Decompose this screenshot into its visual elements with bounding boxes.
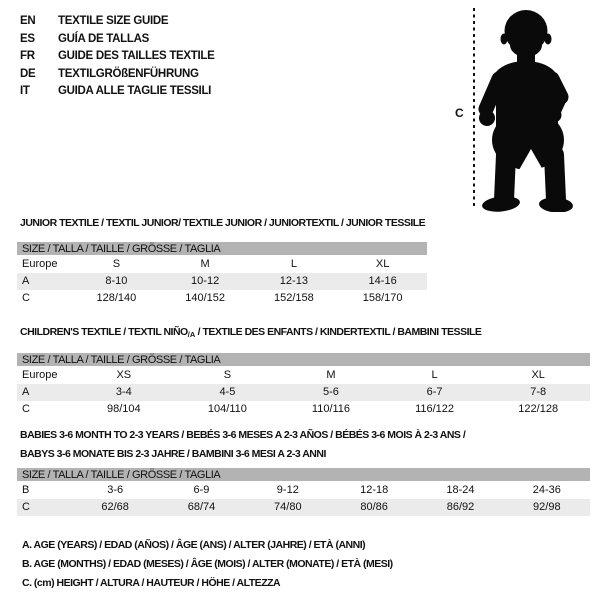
height-cell: 80/86	[331, 499, 417, 516]
language-label: GUIDE DES TAILLES TEXTILE	[58, 50, 215, 62]
children-title-subscript: /A	[187, 330, 196, 339]
age-cell: 24-36	[532, 484, 561, 496]
language-code: EN	[20, 15, 36, 27]
height-cell: 110/116	[311, 403, 351, 415]
size-cell: L	[431, 369, 438, 381]
junior-size-header-band: SIZE / TALLA / TAILLE / GRÖSSE / TAGLIA	[17, 242, 427, 256]
table-row-europe	[17, 256, 427, 273]
size-cell: L	[290, 258, 297, 270]
height-measure-label: C	[455, 106, 464, 120]
language-code: IT	[20, 85, 30, 97]
row-label: C	[22, 292, 30, 304]
height-cell: 152/158	[273, 292, 314, 304]
age-cell: 12-13	[250, 273, 339, 290]
language-title-list	[20, 13, 215, 101]
size-cell: XL	[531, 369, 545, 381]
height-cell: 74/80	[245, 499, 331, 516]
size-cell: M	[200, 258, 210, 270]
size-cell: S	[223, 369, 232, 381]
language-label: GUÍA DE TALLAS	[58, 32, 149, 45]
measure-legend	[22, 536, 393, 594]
junior-textile-section	[17, 217, 427, 307]
row-label: B	[22, 484, 30, 496]
table-row-age-months	[17, 482, 590, 499]
babies-size-header-band: SIZE / TALLA / TAILLE / GRÖSSE / TAGLIA	[17, 468, 590, 482]
table-row-age-years	[17, 384, 590, 401]
toddler-silhouette-icon	[470, 5, 595, 212]
junior-size-table	[17, 256, 427, 307]
row-label: Europe	[22, 369, 58, 381]
row-label: Europe	[22, 258, 58, 270]
language-row-de	[20, 66, 215, 84]
size-cell: M	[326, 369, 336, 381]
height-cell: 98/104	[106, 403, 141, 415]
height-cell: 122/128	[518, 403, 559, 415]
height-cell: 116/122	[415, 403, 455, 415]
height-cell: 68/74	[158, 499, 244, 516]
size-cell: XL	[375, 258, 390, 270]
age-cell: 3-6	[107, 484, 124, 496]
age-cell: 12-18	[360, 484, 389, 496]
height-cell: 86/92	[417, 499, 503, 516]
age-cell: 14-16	[338, 273, 427, 290]
babies-textile-section	[17, 426, 590, 516]
table-row-height-cm	[17, 499, 590, 516]
language-label: TEXTILGRÖßENFÜHRUNG	[58, 67, 199, 80]
height-cell: 92/98	[504, 499, 590, 516]
legend-line-c: C. (cm) HEIGHT / ALTURA / HAUTEUR / HÖHE / ALTEZZA	[22, 577, 281, 590]
height-cell: 128/140	[96, 292, 137, 304]
babies-title-line1: BABIES 3-6 MONTH TO 2-3 YEARS / BEBÉS 3-6 MESES A 2-3 AÑOS / BÉBÉS 3-6 MOIS À 2-3 ANS /	[20, 429, 466, 441]
row-label: A	[17, 384, 72, 401]
language-row-es	[20, 31, 215, 49]
age-cell: 6-7	[383, 384, 487, 401]
language-row-it	[20, 83, 215, 101]
children-title-suffix: / TEXTILE DES ENFANTS / KINDERTEXTIL / BAMBINI TESSILE	[195, 326, 482, 338]
row-label: C	[22, 403, 30, 415]
age-cell: 18-24	[446, 484, 475, 496]
language-row-fr	[20, 48, 215, 66]
row-label: C	[17, 499, 72, 516]
row-label: A	[17, 273, 72, 290]
babies-size-table	[17, 482, 590, 516]
babies-table-title	[20, 426, 590, 464]
table-row-age-years	[17, 273, 427, 290]
language-label: GUIDA ALLE TAGLIE TESSILI	[58, 85, 212, 97]
legend-line-a: A. AGE (YEARS) / EDAD (AÑOS) / ÂGE (ANS) / ALTER (JAHRE) / ETÀ (ANNI)	[22, 539, 366, 551]
age-cell: 3-4	[72, 384, 176, 401]
age-cell: 7-8	[486, 384, 590, 401]
height-cell: 140/152	[185, 292, 225, 304]
size-cell: S	[112, 258, 121, 270]
table-row-height-cm	[17, 401, 590, 418]
junior-table-title: JUNIOR TEXTILE / TEXTIL JUNIOR/ TEXTILE JUNIOR / JUNIORTEXTIL / JUNIOR TESSILE	[20, 217, 426, 229]
children-table-title	[20, 326, 590, 341]
table-row-europe	[17, 367, 590, 384]
age-cell: 9-12	[276, 484, 299, 496]
language-row-en	[20, 13, 215, 31]
table-row-height-cm	[17, 290, 427, 307]
age-cell: 8-10	[72, 273, 161, 290]
height-cell: 158/170	[362, 292, 403, 304]
children-title-prefix: CHILDREN'S TEXTILE / TEXTIL NIÑO	[20, 326, 188, 338]
language-code: DE	[20, 67, 36, 80]
age-cell: 4-5	[176, 384, 280, 401]
legend-line-b: B. AGE (MONTHS) / EDAD (MESES) / ÂGE (MOIS) / ALTER (MONATE) / ETÀ (MESI)	[22, 558, 393, 571]
language-label: TEXTILE SIZE GUIDE	[58, 15, 169, 27]
age-cell: 6-9	[193, 484, 210, 496]
size-cell: XS	[116, 369, 132, 381]
language-code: ES	[20, 32, 35, 45]
children-size-header-band: SIZE / TALLA / TAILLE / GRÖSSE / TAGLIA	[17, 353, 590, 367]
babies-title-line2: BABYS 3-6 MONATE BIS 2-3 JAHRE / BAMBINI 3-6 MESI A 2-3 ANNI	[20, 448, 326, 460]
children-textile-section	[17, 326, 590, 418]
height-cell: 104/110	[207, 403, 247, 415]
children-size-table	[17, 367, 590, 418]
height-cell: 62/68	[72, 499, 158, 516]
age-cell: 5-6	[279, 384, 383, 401]
language-code: FR	[20, 50, 35, 62]
age-cell: 10-12	[161, 273, 250, 290]
